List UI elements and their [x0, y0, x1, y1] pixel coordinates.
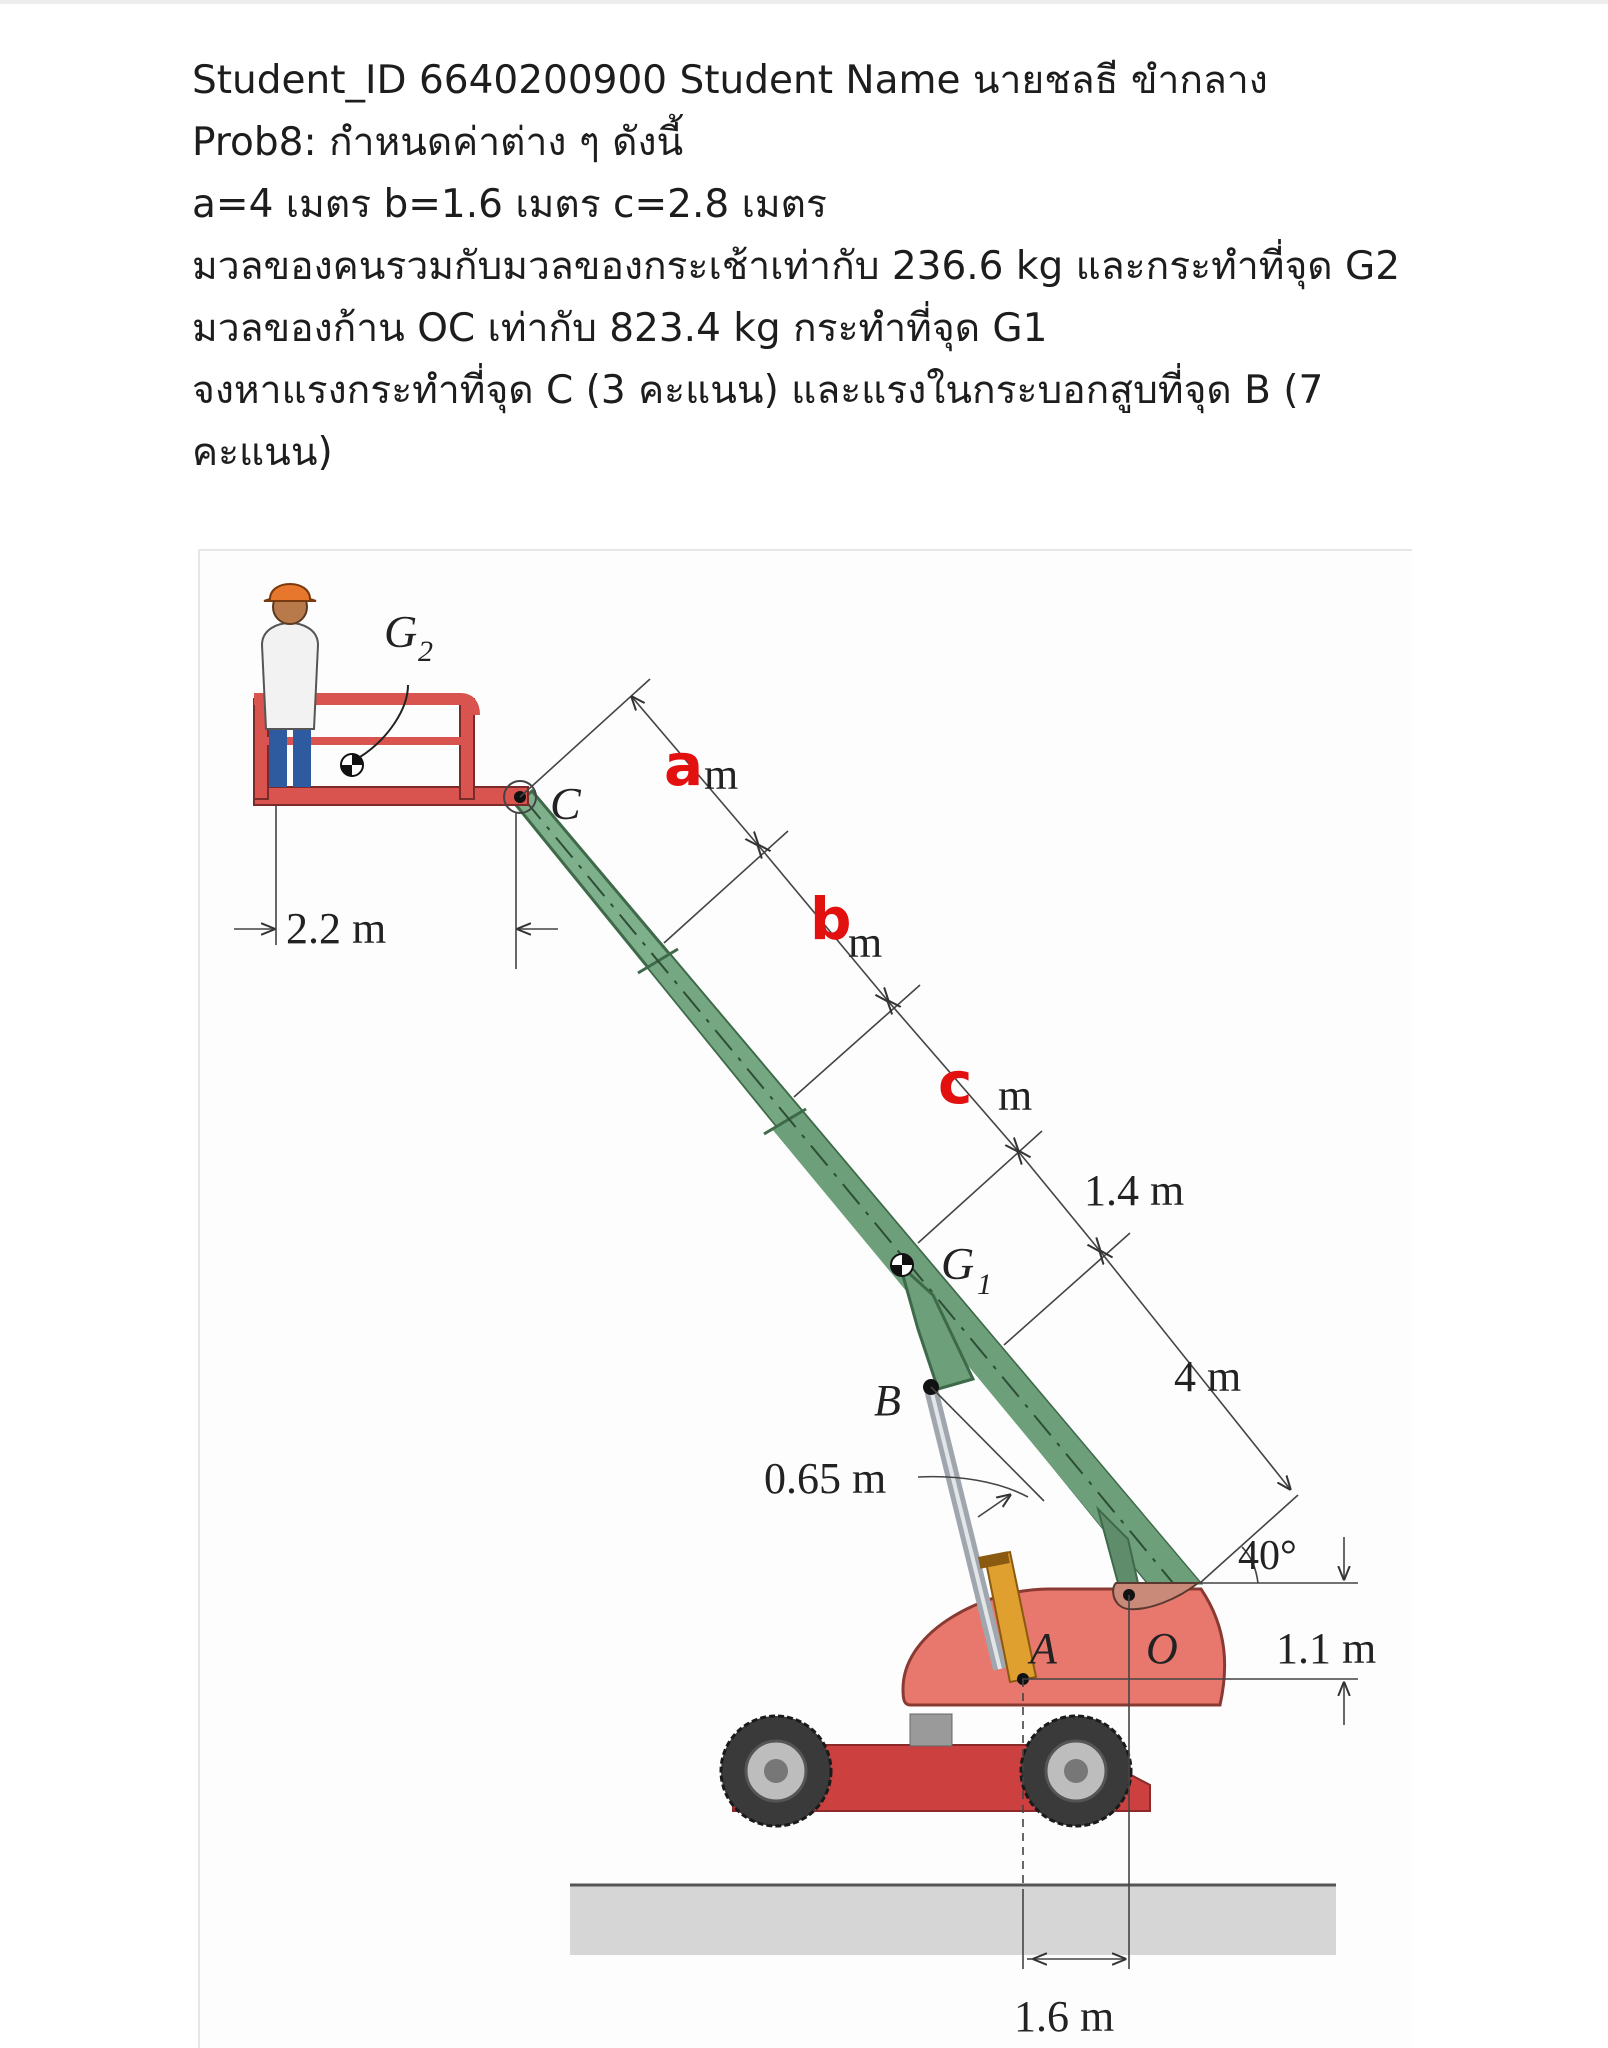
- top-divider: [0, 0, 1608, 4]
- g2-label: G: [384, 606, 418, 657]
- dim-4m: 4 m: [1174, 1352, 1242, 1401]
- handwritten-b: b: [810, 885, 852, 953]
- given-mass-g2: มวลของคนรวมกับมวลของกระเช้าเท่ากับ 236.6 kg และกระทำที่จุด G2: [192, 244, 1401, 289]
- problem-statement: [192, 50, 1442, 484]
- point-o-label: O: [1146, 1624, 1178, 1673]
- front-wheel: [1021, 1716, 1131, 1826]
- dim-1-6m: 1.6 m: [1014, 1992, 1115, 2041]
- point-a-label: A: [1030, 1624, 1057, 1673]
- g1-center-marker: [891, 1254, 913, 1276]
- task-line-cont: คะแนน): [192, 430, 333, 475]
- dim-2-2m-lines: [234, 805, 558, 969]
- given-mass-g1: มวลของก้าน OC เท่ากับ 823.4 kg กระทำที่จุด G1: [192, 306, 1048, 351]
- dim-a-unit: m: [704, 750, 739, 799]
- dim-1-4m: 1.4 m: [1084, 1166, 1185, 1215]
- worker: [262, 584, 318, 787]
- ground: [570, 1885, 1336, 1955]
- dim-2-2m: 2.2 m: [286, 904, 387, 953]
- given-lengths: a=4 เมตร b=1.6 เมตร c=2.8 เมตร: [192, 182, 827, 227]
- handwritten-a: a: [664, 731, 704, 799]
- dim-b-unit: m: [848, 918, 883, 967]
- boom-dimension-lines: [520, 679, 1298, 1583]
- point-b-label: B: [874, 1376, 901, 1425]
- g1-label: G: [941, 1238, 975, 1289]
- g1-subscript: 1: [977, 1268, 992, 1301]
- student-line: Student_ID 6640200900 Student Name นายชลธี ขำกลาง: [192, 58, 1268, 103]
- problem-title: Prob8: กำหนดค่าต่าง ๆ ดังนี้: [192, 120, 684, 165]
- task-line: จงหาแรงกระทำที่จุด C (3 คะแนน) และแรงในกระบอกสูบที่จุด B (7: [192, 368, 1324, 413]
- boom-lift-diagram: [198, 549, 1412, 2048]
- handwritten-c: c: [938, 1049, 973, 1117]
- dim-c-unit: m: [998, 1071, 1033, 1120]
- point-c-label: C: [550, 778, 581, 829]
- dim-0-65m: 0.65 m: [764, 1454, 887, 1503]
- dim-1-1m: 1.1 m: [1276, 1624, 1377, 1673]
- angle-40: 40°: [1238, 1533, 1297, 1579]
- rear-wheel: [721, 1716, 831, 1826]
- g2-subscript: 2: [418, 635, 433, 668]
